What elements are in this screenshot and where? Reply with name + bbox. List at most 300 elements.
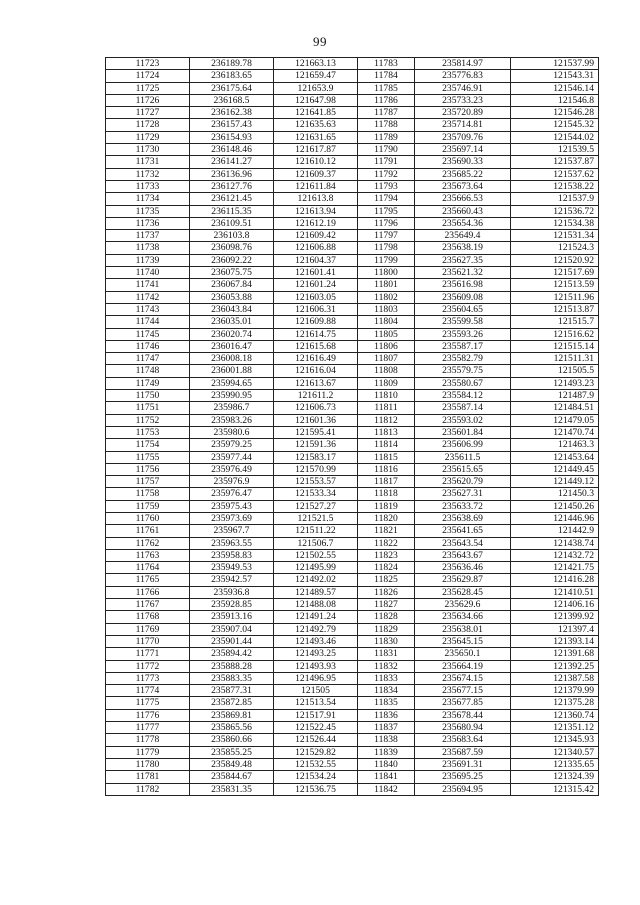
point-number-cell: 11760 xyxy=(106,512,190,524)
y-coordinate-cell: 121527.27 xyxy=(274,500,358,512)
y-coordinate-cell: 121513.54 xyxy=(274,697,358,709)
y-coordinate-cell: 121397.4 xyxy=(511,623,599,635)
point-number-cell: 11741 xyxy=(106,279,190,291)
table-row xyxy=(106,697,599,709)
point-number-cell: 11742 xyxy=(106,291,190,303)
point-number-cell: 11751 xyxy=(106,402,190,414)
table-row xyxy=(106,267,599,279)
x-coordinate-cell: 235963.55 xyxy=(190,537,274,549)
x-coordinate-cell: 235680.94 xyxy=(415,722,511,734)
table-row xyxy=(106,328,599,340)
point-number-cell: 11749 xyxy=(106,377,190,389)
point-number-cell: 11770 xyxy=(106,635,190,647)
y-coordinate-cell: 121537.62 xyxy=(511,168,599,180)
point-number-cell: 11769 xyxy=(106,623,190,635)
table-row xyxy=(106,525,599,537)
point-number-cell: 11737 xyxy=(106,230,190,242)
point-number-cell: 11736 xyxy=(106,217,190,229)
point-number-cell: 11739 xyxy=(106,254,190,266)
y-coordinate-cell: 121393.14 xyxy=(511,635,599,647)
point-number-cell: 11788 xyxy=(358,119,415,131)
point-number-cell: 11787 xyxy=(358,107,415,119)
table-row xyxy=(106,82,599,94)
y-coordinate-cell: 121479.05 xyxy=(511,414,599,426)
y-coordinate-cell: 121613.94 xyxy=(274,205,358,217)
y-coordinate-cell: 121617.87 xyxy=(274,144,358,156)
point-number-cell: 11750 xyxy=(106,390,190,402)
y-coordinate-cell: 121421.75 xyxy=(511,562,599,574)
y-coordinate-cell: 121614.75 xyxy=(274,328,358,340)
y-coordinate-cell: 121613.67 xyxy=(274,377,358,389)
table-row xyxy=(106,205,599,217)
y-coordinate-cell: 121647.98 xyxy=(274,94,358,106)
x-coordinate-cell: 236053.88 xyxy=(190,291,274,303)
y-coordinate-cell: 121493.93 xyxy=(274,660,358,672)
point-number-cell: 11808 xyxy=(358,365,415,377)
point-number-cell: 11820 xyxy=(358,512,415,524)
x-coordinate-cell: 235677.85 xyxy=(415,697,511,709)
x-coordinate-cell: 235913.16 xyxy=(190,611,274,623)
x-coordinate-cell: 235980.6 xyxy=(190,426,274,438)
table-row xyxy=(106,586,599,598)
point-number-cell: 11823 xyxy=(358,549,415,561)
y-coordinate-cell: 121515.7 xyxy=(511,316,599,328)
x-coordinate-cell: 236092.22 xyxy=(190,254,274,266)
point-number-cell: 11731 xyxy=(106,156,190,168)
point-number-cell: 11771 xyxy=(106,648,190,660)
x-coordinate-cell: 235649.4 xyxy=(415,230,511,242)
y-coordinate-cell: 121659.47 xyxy=(274,70,358,82)
x-coordinate-cell: 235907.04 xyxy=(190,623,274,635)
y-coordinate-cell: 121496.95 xyxy=(274,672,358,684)
y-coordinate-cell: 121506.7 xyxy=(274,537,358,549)
point-number-cell: 11795 xyxy=(358,205,415,217)
y-coordinate-cell: 121446.96 xyxy=(511,512,599,524)
point-number-cell: 11779 xyxy=(106,746,190,758)
table-row xyxy=(106,488,599,500)
table-row xyxy=(106,783,599,795)
y-coordinate-cell: 121387.58 xyxy=(511,672,599,684)
y-coordinate-cell: 121516.62 xyxy=(511,328,599,340)
point-number-cell: 11835 xyxy=(358,697,415,709)
point-number-cell: 11746 xyxy=(106,340,190,352)
y-coordinate-cell: 121601.36 xyxy=(274,414,358,426)
x-coordinate-cell: 235975.43 xyxy=(190,500,274,512)
x-coordinate-cell: 235776.83 xyxy=(415,70,511,82)
point-number-cell: 11822 xyxy=(358,537,415,549)
table-row xyxy=(106,180,599,192)
table-row xyxy=(106,70,599,82)
point-number-cell: 11765 xyxy=(106,574,190,586)
x-coordinate-cell: 236109.51 xyxy=(190,217,274,229)
y-coordinate-cell: 121463.3 xyxy=(511,439,599,451)
point-number-cell: 11813 xyxy=(358,426,415,438)
x-coordinate-cell: 235690.33 xyxy=(415,156,511,168)
x-coordinate-cell: 236183.65 xyxy=(190,70,274,82)
x-coordinate-cell: 235746.91 xyxy=(415,82,511,94)
point-number-cell: 11755 xyxy=(106,451,190,463)
table-row xyxy=(106,119,599,131)
table-row xyxy=(106,94,599,106)
y-coordinate-cell: 121583.17 xyxy=(274,451,358,463)
x-coordinate-cell: 235664.19 xyxy=(415,660,511,672)
table-row xyxy=(106,672,599,684)
x-coordinate-cell: 235694.95 xyxy=(415,783,511,795)
table-row xyxy=(106,156,599,168)
y-coordinate-cell: 121609.88 xyxy=(274,316,358,328)
y-coordinate-cell: 121492.79 xyxy=(274,623,358,635)
y-coordinate-cell: 121511.96 xyxy=(511,291,599,303)
x-coordinate-cell: 235643.67 xyxy=(415,549,511,561)
point-number-cell: 11828 xyxy=(358,611,415,623)
point-number-cell: 11794 xyxy=(358,193,415,205)
point-number-cell: 11825 xyxy=(358,574,415,586)
x-coordinate-cell: 235983.26 xyxy=(190,414,274,426)
y-coordinate-cell: 121601.24 xyxy=(274,279,358,291)
y-coordinate-cell: 121612.19 xyxy=(274,217,358,229)
y-coordinate-cell: 121606.31 xyxy=(274,303,358,315)
x-coordinate-cell: 235683.64 xyxy=(415,734,511,746)
x-coordinate-cell: 236157.43 xyxy=(190,119,274,131)
x-coordinate-cell: 236154.93 xyxy=(190,131,274,143)
point-number-cell: 11791 xyxy=(358,156,415,168)
y-coordinate-cell: 121493.46 xyxy=(274,635,358,647)
table-row xyxy=(106,635,599,647)
y-coordinate-cell: 121537.99 xyxy=(511,58,599,70)
y-coordinate-cell: 121491.24 xyxy=(274,611,358,623)
table-row xyxy=(106,414,599,426)
y-coordinate-cell: 121544.02 xyxy=(511,131,599,143)
point-number-cell: 11836 xyxy=(358,709,415,721)
y-coordinate-cell: 121606.73 xyxy=(274,402,358,414)
y-coordinate-cell: 121489.57 xyxy=(274,586,358,598)
point-number-cell: 11747 xyxy=(106,353,190,365)
x-coordinate-cell: 235629.87 xyxy=(415,574,511,586)
y-coordinate-cell: 121603.05 xyxy=(274,291,358,303)
point-number-cell: 11817 xyxy=(358,476,415,488)
point-number-cell: 11733 xyxy=(106,180,190,192)
y-coordinate-cell: 121526.44 xyxy=(274,734,358,746)
y-coordinate-cell: 121406.16 xyxy=(511,599,599,611)
point-number-cell: 11811 xyxy=(358,402,415,414)
y-coordinate-cell: 121591.36 xyxy=(274,439,358,451)
x-coordinate-cell: 235654.36 xyxy=(415,217,511,229)
table-row xyxy=(106,365,599,377)
x-coordinate-cell: 235678.44 xyxy=(415,709,511,721)
x-coordinate-cell: 235685.22 xyxy=(415,168,511,180)
table-row xyxy=(106,500,599,512)
table-row xyxy=(106,230,599,242)
point-number-cell: 11827 xyxy=(358,599,415,611)
x-coordinate-cell: 236098.76 xyxy=(190,242,274,254)
x-coordinate-cell: 235855.25 xyxy=(190,746,274,758)
point-number-cell: 11775 xyxy=(106,697,190,709)
y-coordinate-cell: 121484.51 xyxy=(511,402,599,414)
y-coordinate-cell: 121529.82 xyxy=(274,746,358,758)
point-number-cell: 11810 xyxy=(358,390,415,402)
x-coordinate-cell: 235645.15 xyxy=(415,635,511,647)
point-number-cell: 11839 xyxy=(358,746,415,758)
x-coordinate-cell: 235677.15 xyxy=(415,685,511,697)
x-coordinate-cell: 235593.02 xyxy=(415,414,511,426)
table-row xyxy=(106,599,599,611)
x-coordinate-cell: 235844.67 xyxy=(190,771,274,783)
table-row xyxy=(106,107,599,119)
table-row xyxy=(106,279,599,291)
point-number-cell: 11764 xyxy=(106,562,190,574)
table-row xyxy=(106,611,599,623)
point-number-cell: 11738 xyxy=(106,242,190,254)
x-coordinate-cell: 235673.64 xyxy=(415,180,511,192)
x-coordinate-cell: 236115.35 xyxy=(190,205,274,217)
point-number-cell: 11792 xyxy=(358,168,415,180)
y-coordinate-cell: 121517.69 xyxy=(511,267,599,279)
point-number-cell: 11776 xyxy=(106,709,190,721)
y-coordinate-cell: 121324.39 xyxy=(511,771,599,783)
point-number-cell: 11724 xyxy=(106,70,190,82)
x-coordinate-cell: 235582.79 xyxy=(415,353,511,365)
point-number-cell: 11830 xyxy=(358,635,415,647)
point-number-cell: 11799 xyxy=(358,254,415,266)
y-coordinate-cell: 121513.59 xyxy=(511,279,599,291)
table-row xyxy=(106,746,599,758)
x-coordinate-cell: 236127.76 xyxy=(190,180,274,192)
x-coordinate-cell: 235967.7 xyxy=(190,525,274,537)
table-row xyxy=(106,168,599,180)
y-coordinate-cell: 121543.31 xyxy=(511,70,599,82)
x-coordinate-cell: 236162.38 xyxy=(190,107,274,119)
x-coordinate-cell: 236008.18 xyxy=(190,353,274,365)
x-coordinate-cell: 235628.45 xyxy=(415,586,511,598)
point-number-cell: 11805 xyxy=(358,328,415,340)
y-coordinate-cell: 121511.22 xyxy=(274,525,358,537)
y-coordinate-cell: 121450.3 xyxy=(511,488,599,500)
y-coordinate-cell: 121495.99 xyxy=(274,562,358,574)
y-coordinate-cell: 121610.12 xyxy=(274,156,358,168)
x-coordinate-cell: 235638.01 xyxy=(415,623,511,635)
y-coordinate-cell: 121392.25 xyxy=(511,660,599,672)
x-coordinate-cell: 235633.72 xyxy=(415,500,511,512)
x-coordinate-cell: 235986.7 xyxy=(190,402,274,414)
x-coordinate-cell: 236148.46 xyxy=(190,144,274,156)
point-number-cell: 11744 xyxy=(106,316,190,328)
x-coordinate-cell: 235579.75 xyxy=(415,365,511,377)
table-row xyxy=(106,476,599,488)
point-number-cell: 11801 xyxy=(358,279,415,291)
x-coordinate-cell: 235928.85 xyxy=(190,599,274,611)
y-coordinate-cell: 121611.84 xyxy=(274,180,358,192)
point-number-cell: 11745 xyxy=(106,328,190,340)
table-row xyxy=(106,193,599,205)
x-coordinate-cell: 236020.74 xyxy=(190,328,274,340)
y-coordinate-cell: 121546.28 xyxy=(511,107,599,119)
table-row xyxy=(106,574,599,586)
y-coordinate-cell: 121570.99 xyxy=(274,463,358,475)
point-number-cell: 11842 xyxy=(358,783,415,795)
point-number-cell: 11816 xyxy=(358,463,415,475)
x-coordinate-cell: 235601.84 xyxy=(415,426,511,438)
table-row xyxy=(106,660,599,672)
x-coordinate-cell: 235709.76 xyxy=(415,131,511,143)
x-coordinate-cell: 235666.53 xyxy=(415,193,511,205)
y-coordinate-cell: 121653.9 xyxy=(274,82,358,94)
y-coordinate-cell: 121538.22 xyxy=(511,180,599,192)
table-row xyxy=(106,242,599,254)
point-number-cell: 11814 xyxy=(358,439,415,451)
point-number-cell: 11757 xyxy=(106,476,190,488)
point-number-cell: 11766 xyxy=(106,586,190,598)
point-number-cell: 11812 xyxy=(358,414,415,426)
x-coordinate-cell: 236168.5 xyxy=(190,94,274,106)
point-number-cell: 11818 xyxy=(358,488,415,500)
x-coordinate-cell: 235869.81 xyxy=(190,709,274,721)
x-coordinate-cell: 235621.32 xyxy=(415,267,511,279)
x-coordinate-cell: 235714.81 xyxy=(415,119,511,131)
y-coordinate-cell: 121520.92 xyxy=(511,254,599,266)
table-row xyxy=(106,426,599,438)
x-coordinate-cell: 235638.19 xyxy=(415,242,511,254)
point-number-cell: 11798 xyxy=(358,242,415,254)
y-coordinate-cell: 121616.04 xyxy=(274,365,358,377)
point-number-cell: 11783 xyxy=(358,58,415,70)
x-coordinate-cell: 236035.01 xyxy=(190,316,274,328)
point-number-cell: 11773 xyxy=(106,672,190,684)
x-coordinate-cell: 235936.8 xyxy=(190,586,274,598)
point-number-cell: 11800 xyxy=(358,267,415,279)
y-coordinate-cell: 121492.02 xyxy=(274,574,358,586)
y-coordinate-cell: 121537.87 xyxy=(511,156,599,168)
x-coordinate-cell: 235695.25 xyxy=(415,771,511,783)
x-coordinate-cell: 235865.56 xyxy=(190,722,274,734)
table-row xyxy=(106,316,599,328)
table-row xyxy=(106,758,599,770)
table-row xyxy=(106,549,599,561)
x-coordinate-cell: 235627.35 xyxy=(415,254,511,266)
y-coordinate-cell: 121391.68 xyxy=(511,648,599,660)
y-coordinate-cell: 121609.37 xyxy=(274,168,358,180)
x-coordinate-cell: 235599.58 xyxy=(415,316,511,328)
y-coordinate-cell: 121351.12 xyxy=(511,722,599,734)
x-coordinate-cell: 235593.26 xyxy=(415,328,511,340)
x-coordinate-cell: 235627.31 xyxy=(415,488,511,500)
point-number-cell: 11790 xyxy=(358,144,415,156)
x-coordinate-cell: 235615.65 xyxy=(415,463,511,475)
x-coordinate-cell: 235942.57 xyxy=(190,574,274,586)
x-coordinate-cell: 235720.89 xyxy=(415,107,511,119)
y-coordinate-cell: 121487.9 xyxy=(511,390,599,402)
y-coordinate-cell: 121493.25 xyxy=(274,648,358,660)
x-coordinate-cell: 235629.6 xyxy=(415,599,511,611)
table-row xyxy=(106,648,599,660)
y-coordinate-cell: 121345.93 xyxy=(511,734,599,746)
table-row xyxy=(106,722,599,734)
y-coordinate-cell: 121450.26 xyxy=(511,500,599,512)
y-coordinate-cell: 121533.34 xyxy=(274,488,358,500)
point-number-cell: 11789 xyxy=(358,131,415,143)
point-number-cell: 11782 xyxy=(106,783,190,795)
point-number-cell: 11785 xyxy=(358,82,415,94)
y-coordinate-cell: 121534.24 xyxy=(274,771,358,783)
x-coordinate-cell: 235697.14 xyxy=(415,144,511,156)
x-coordinate-cell: 235901.44 xyxy=(190,635,274,647)
point-number-cell: 11762 xyxy=(106,537,190,549)
point-number-cell: 11727 xyxy=(106,107,190,119)
point-number-cell: 11756 xyxy=(106,463,190,475)
y-coordinate-cell: 121539.5 xyxy=(511,144,599,156)
x-coordinate-cell: 235877.31 xyxy=(190,685,274,697)
table-row xyxy=(106,340,599,352)
table-row xyxy=(106,402,599,414)
y-coordinate-cell: 121375.28 xyxy=(511,697,599,709)
point-number-cell: 11752 xyxy=(106,414,190,426)
y-coordinate-cell: 121505 xyxy=(274,685,358,697)
point-number-cell: 11726 xyxy=(106,94,190,106)
table-row xyxy=(106,512,599,524)
x-coordinate-cell: 235616.98 xyxy=(415,279,511,291)
table-row xyxy=(106,58,599,70)
y-coordinate-cell: 121449.45 xyxy=(511,463,599,475)
x-coordinate-cell: 235976.49 xyxy=(190,463,274,475)
x-coordinate-cell: 235872.85 xyxy=(190,697,274,709)
table-row xyxy=(106,771,599,783)
point-number-cell: 11761 xyxy=(106,525,190,537)
y-coordinate-cell: 121470.74 xyxy=(511,426,599,438)
point-number-cell: 11759 xyxy=(106,500,190,512)
x-coordinate-cell: 236067.84 xyxy=(190,279,274,291)
table-row xyxy=(106,217,599,229)
point-number-cell: 11829 xyxy=(358,623,415,635)
table-row xyxy=(106,623,599,635)
x-coordinate-cell: 235584.12 xyxy=(415,390,511,402)
x-coordinate-cell: 236001.88 xyxy=(190,365,274,377)
point-number-cell: 11735 xyxy=(106,205,190,217)
x-coordinate-cell: 235831.35 xyxy=(190,783,274,795)
point-number-cell: 11833 xyxy=(358,672,415,684)
point-number-cell: 11786 xyxy=(358,94,415,106)
y-coordinate-cell: 121522.45 xyxy=(274,722,358,734)
table-row xyxy=(106,144,599,156)
y-coordinate-cell: 121601.41 xyxy=(274,267,358,279)
x-coordinate-cell: 235660.43 xyxy=(415,205,511,217)
table-row xyxy=(106,463,599,475)
table-row xyxy=(106,254,599,266)
point-number-cell: 11815 xyxy=(358,451,415,463)
point-number-cell: 11740 xyxy=(106,267,190,279)
x-coordinate-cell: 235604.65 xyxy=(415,303,511,315)
point-number-cell: 11840 xyxy=(358,758,415,770)
point-number-cell: 11797 xyxy=(358,230,415,242)
x-coordinate-cell: 235973.69 xyxy=(190,512,274,524)
y-coordinate-cell: 121609.42 xyxy=(274,230,358,242)
point-number-cell: 11725 xyxy=(106,82,190,94)
point-number-cell: 11743 xyxy=(106,303,190,315)
point-number-cell: 11768 xyxy=(106,611,190,623)
coordinates-table-body xyxy=(106,58,599,796)
y-coordinate-cell: 121315.42 xyxy=(511,783,599,795)
x-coordinate-cell: 236136.96 xyxy=(190,168,274,180)
y-coordinate-cell: 121505.5 xyxy=(511,365,599,377)
y-coordinate-cell: 121511.31 xyxy=(511,353,599,365)
x-coordinate-cell: 236189.78 xyxy=(190,58,274,70)
point-number-cell: 11734 xyxy=(106,193,190,205)
x-coordinate-cell: 235636.46 xyxy=(415,562,511,574)
y-coordinate-cell: 121595.41 xyxy=(274,426,358,438)
table-row xyxy=(106,709,599,721)
point-number-cell: 11831 xyxy=(358,648,415,660)
point-number-cell: 11774 xyxy=(106,685,190,697)
y-coordinate-cell: 121502.55 xyxy=(274,549,358,561)
point-number-cell: 11730 xyxy=(106,144,190,156)
